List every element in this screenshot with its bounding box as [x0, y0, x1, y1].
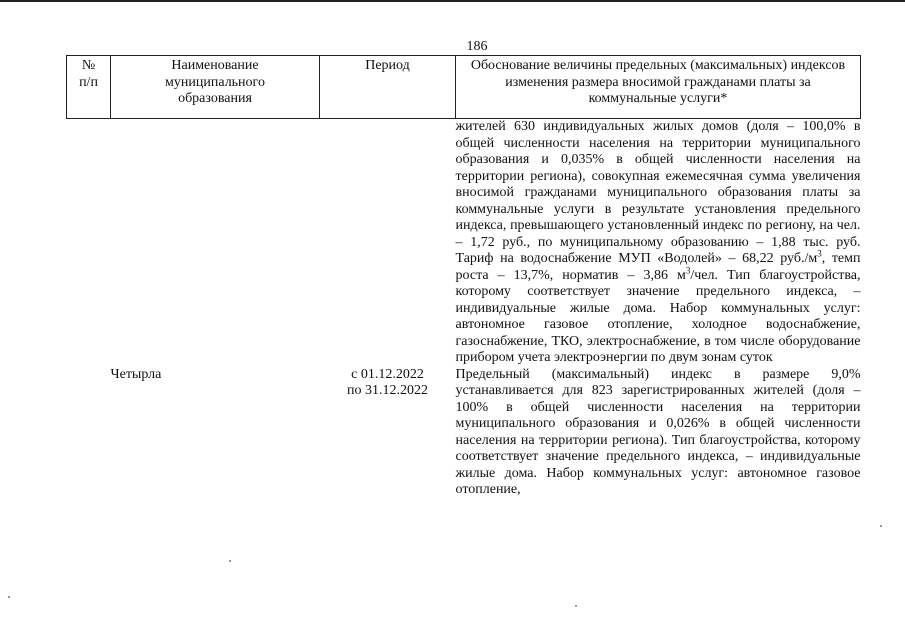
period-cell [320, 367, 456, 499]
row-number-cell [67, 367, 111, 499]
period-cell [320, 119, 456, 367]
scan-speck [8, 596, 10, 598]
header-municipality-label: Наименование муниципального образования [165, 58, 265, 106]
basis-text-part-2: , темп роста – 13,7%, норматив – 3,86 м [455, 251, 861, 283]
top-border-line [0, 0, 905, 2]
scan-speck [229, 560, 231, 562]
basis-text-part-1: жителей 630 индивидуальных жилых домов (доля – 100,0% в общей численности населения на территории муниципального образования и 0,035% в общей численности населения на территории региона), совокупная ежемесячная сумма увеличения вносимой гражданами муниципального образования платы за коммунальные услуги в результате установления предельного индекса, превышающего установленный индекс по региону, на чел. – 1,72 руб., по муниципальному образованию – 1,88 тыс. руб. Тариф на водоснабжение МУП «Водолей» – 68,22 руб./м [455, 119, 861, 266]
table-row [67, 367, 861, 499]
basis-text [456, 119, 861, 367]
page-number: 186 [466, 39, 488, 54]
row-number-cell [67, 119, 111, 367]
header-number-label: № п/п [79, 58, 98, 90]
scan-speck [880, 525, 882, 527]
cubic-superscript-2: 3 [685, 264, 691, 275]
period-from: с 01.12.2022 [351, 366, 424, 382]
header-period [320, 56, 456, 119]
header-number [67, 56, 111, 119]
basis-cell [456, 119, 861, 367]
municipality-cell [111, 119, 320, 367]
header-municipality [111, 56, 320, 119]
table-row [67, 119, 861, 367]
basis-text: Предельный (максимальный) индекс в размере 9,0% устанавливается для 823 зарегистрированных жителей (доля – 100% в общей численности населения на территории муниципального образования и 0,026% в общей численности населения на территории региона). Тип благоустройства, которому соответствует значение предельного индекса, – индивидуальные жилые дома. Набор коммунальных услуг: автономное газовое отопление, [455, 366, 861, 497]
header-basis-label: Обоснование величины предельных (максимальных) индексов изменения размера вносимой гражданами платы за коммунальные услуги* [470, 58, 846, 106]
basis-text-part-3: /чел. Тип благоустройства, которому соответствует значение предельного индекса, – индивидуальные жилые дома. Набор коммунальных услуг: автономное газовое отопление, холодное водоснабжение, газоснабжение, ТКО, электроснабжение, в том числе оборудование прибором учета электроэнергии по двум зонам суток [455, 267, 861, 365]
basis-cell [456, 367, 861, 499]
cubic-superscript-1: 3 [817, 248, 822, 259]
scan-speck [575, 605, 577, 607]
table-header-row [67, 56, 861, 119]
municipality-cell [111, 367, 320, 499]
period-to: по 31.12.2022 [347, 383, 428, 398]
header-basis [456, 56, 861, 119]
municipality-name: Четырла [110, 366, 162, 382]
header-period-label: Период [365, 58, 410, 73]
tariff-index-table [66, 55, 861, 499]
